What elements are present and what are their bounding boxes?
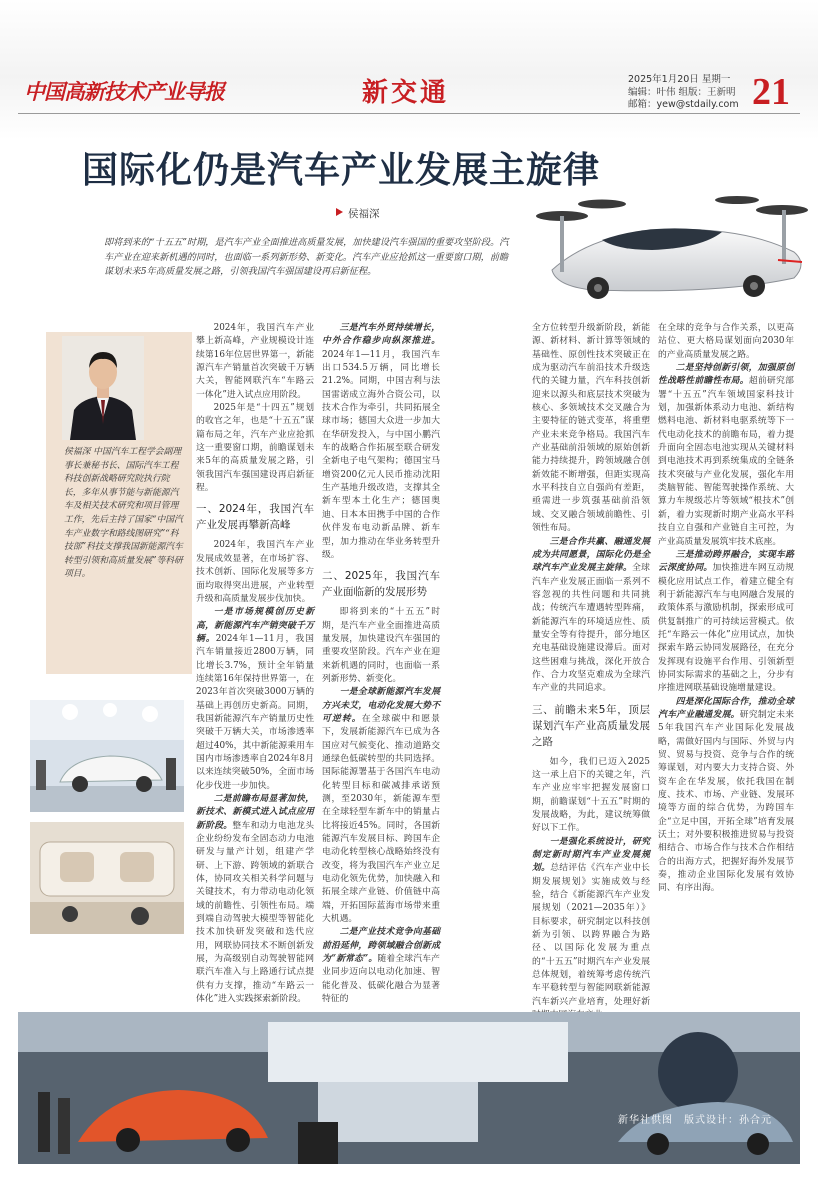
paragraph bbox=[196, 793, 314, 1007]
email-line: 邮箱：yew@stdaily.com bbox=[628, 99, 739, 110]
paragraph-lead-phrase: 一是强化系统设计，研究制定新时期汽车产业发展规划。 bbox=[532, 836, 650, 874]
concept-car-illustration bbox=[532, 182, 818, 312]
paragraph-text: 在全球碳中和愿景下，发展新能源汽车已成为各国应对气候变化、推动道路交通绿色低碳转型的共同选择。国际能源署基于各国汽车电动化转型目标和碳减排承诺预测，至2030年，新能源车型在全球轻型车新车中的销量占比将接近45%。同时，各国新能源汽车发展目标、跨国车企电动化转型核心战略始终没有改变，将为我国汽车产业立足电动化领先优势，加快融入和拓展全球产业链、价值链中高端，开拓国际蓝海市场带来重大机遇。 bbox=[322, 713, 440, 925]
section-title: 新交通 bbox=[362, 78, 450, 108]
body-column-3 bbox=[532, 322, 650, 1023]
paragraph-text: 加快推进车网互动规模化应用试点工作，着建立健全有利于新能源汽车与电网融合发展的政策体系与激励机制，探索形成可供复制推广的可持续运营模式。依托“车路云一体化”应用试点，加快探索车路云协同发展路径，在充分发挥现有设施平台作用、引领新型协同实际需求的基础之上，分步有序推进网联基础设施增量建设。 bbox=[658, 563, 794, 694]
paragraph bbox=[322, 686, 440, 926]
paragraph bbox=[532, 836, 650, 1023]
section-heading: 一、2024年，我国汽车产业发展再攀新高峰 bbox=[196, 503, 314, 532]
paragraph-lead-phrase: 一是市场规模创历史新高，新能源汽车产销突破千万辆。 bbox=[196, 607, 314, 644]
paragraph-text: 如今，我们已迈入2025这一承上启下的关键之年，汽车产业应牢牢把握发展窗口期，前瞻谋划“十五五”时期的发展战略，为此，建议统筹做好以下工作。 bbox=[532, 756, 650, 834]
paragraph-lead-phrase: 一是全球新能源汽车发展方兴未艾，电动化发展大势不可逆转。 bbox=[322, 687, 440, 724]
editor-line: 编辑：叶伟 组版：王新明 bbox=[628, 86, 736, 98]
body-column-2 bbox=[322, 322, 440, 1007]
paragraph-text: 超前研究部署“十五五”汽车领域国家科技计划，加强新体系动力电池、新结构燃料电池、新材料电驱系统等下一代电动化技术的前瞻布局，着力提升面向全固态电池实现从关键材料到电池技术再到系统集成的全链条技术突破与产业化发展，强化车用类脑智能、智能驾驶操作系统、大算力车规级芯片等领域“根技术”创新，着力实现新时期产业高水平科技自立自强和产业链自主可控，为产业高质量发展筑牢技术底座。 bbox=[658, 376, 794, 547]
paragraph-text: 2024年，我国汽车产业发展成效显著，在市场扩容、技术创新、国际化发展等多方面均取得突出进展，产业转型升级和高质量发展步伐加快。 bbox=[196, 540, 314, 604]
paragraph bbox=[658, 696, 794, 896]
body-column-4 bbox=[658, 322, 794, 896]
paragraph bbox=[196, 539, 314, 606]
auto-show-photo bbox=[30, 700, 184, 812]
paragraph-lead-phrase: 三是推动跨界融合，实现车路云深度协同。 bbox=[658, 549, 794, 574]
paragraph-lead-phrase: 四是深化国际合作，推动全球汽车产业融通发展。 bbox=[658, 696, 794, 720]
paragraph-lead-phrase: 三是汽车外贸持续增长，中外合作稳步向纵深推进。 bbox=[322, 323, 440, 347]
paragraph bbox=[658, 362, 794, 549]
author-bio: 侯福深 中国汽车工程学会副理事长兼秘书长、国际汽车工程科技创新战略研究院执行院长，多年从事节能与新能源汽车及相关技术研究和项目管理工作，先后主持了国家“中国汽车产业数字和路线图研究”“科技部”科技支撑我国新能源汽车转型引领和高质量发展”等科研项目。 bbox=[64, 447, 183, 580]
paragraph bbox=[196, 322, 314, 402]
paragraph bbox=[196, 402, 314, 495]
paragraph-text: 2024年，我国汽车产业攀上新高峰，产业规模设计连续第16年位居世界第一，新能源汽车产销量首次突破千万辆大关，智能网联汽车“车路云一体化”进入试点应用阶段。 bbox=[196, 323, 314, 400]
masthead-divider bbox=[18, 113, 800, 114]
author-portrait bbox=[62, 336, 144, 440]
masthead bbox=[0, 0, 818, 140]
paragraph bbox=[658, 322, 794, 362]
article-lead: 即将到来的“十五五”时期，是汽车产业全面推进高质量发展，加快建设汽车强国的重要攻坚阶段。汽车产业在迎来新机遇的同时，也面临一系列新形势、新变化。汽车产业应抢抓这一重要窗口期，前瞻谋划未来5年高质量发展之路，引领我国汽车强国建设再启新征程。 bbox=[104, 237, 509, 277]
paragraph-text: 2025年是“十四五”规划的收官之年，也是“十五五”谋篇布局之年，汽车产业应抢抓这一重要窗口期，前瞻谋划未来5年的高质量发展之路，引领我国汽车强国建设再启新征程。 bbox=[196, 403, 314, 494]
article-headline: 国际化仍是汽车产业发展主旋律 bbox=[82, 150, 601, 191]
paragraph-lead-phrase: 二是前瞻布局显著加快，新技术、新模式进入试点应用新阶段。 bbox=[196, 794, 314, 831]
paragraph-lead-phrase: 三是合作共赢、融通发展成为共同愿景，国际化仍是全球汽车产业发展主旋律。 bbox=[532, 536, 650, 574]
paragraph-text: 在全球的竞争与合作关系，以更高站位、更大格局谋划面向2030年的产业高质量发展之路。 bbox=[658, 323, 794, 360]
paragraph-text: 整车和动力电池龙头企业纷纷发布全固态动力电池研发与量产计划，组建产学研、上下游、跨领域的新联合体，协同攻关相关科学问题与关键技术，有力带动电动化领域的前瞻性、引领性布局。端到端自动驾驶大模型等智能化技术加快研发突破和迭代应用，网联协同技术不断创新发展，为高级别自动驾驶智能网联汽车准入与上路通行试点提供有力支撑，推动“车路云一体化”进入实践探索新阶段。 bbox=[196, 820, 314, 1005]
paper-name-logo: 中国高新技术产业导报 bbox=[24, 79, 224, 104]
paragraph bbox=[196, 606, 314, 793]
paragraph bbox=[322, 322, 440, 562]
paragraph bbox=[322, 926, 440, 1006]
paragraph-text: 2024年1—11月，我国汽车销量接近2800万辆，同比增长3.7%，预计全年销量连续第16年保持世界第一，在2023年首次突破3000万辆的基础上再创历史新高。同期，我国新能源汽车产销量历史性突破千万辆大关，市场渗透率超过40%，其中新能源乘用车国内市场渗透率自2024年8月以来连续突破50%，全面市场化步伐进一步加快。 bbox=[196, 633, 314, 791]
paragraph bbox=[532, 322, 650, 536]
paragraph-lead-phrase: 二是产业技术竞争向基础前沿延伸，跨领域融合创新成为“新常态”。 bbox=[322, 927, 440, 965]
paragraph bbox=[532, 756, 650, 836]
date-line: 2025年1月20日 星期一 bbox=[628, 74, 731, 85]
paragraph-text: 全方位转型升级新阶段，新能源、新材料、新计算等领域的基础性、原创性技术突破正在成为驱动汽车前沿技术升级迭代的关键力量，汽车科技创新迎来以源头和底层技术突破为核心、多领域技术交叉融合为主要特征的链式变革，将重塑产业未来竞争格局。我国汽车产业基础前沿领域的原始创新能力持续提升，跨领域融合创新效能不断增强，但距实现高水平科技自立自强尚有差距，亟需进一步筑强基础前沿领域、交叉融合领域前瞻性、引领性布局。 bbox=[532, 323, 650, 534]
car-interior-photo bbox=[30, 822, 184, 934]
paragraph-text: 随着全球汽车产业同步迈向以电动化加速、智能化普及、低碳化融合为显著特征的 bbox=[322, 954, 440, 1005]
paragraph bbox=[658, 549, 794, 696]
section-heading: 二、2025年，我国汽车产业面临新的发展形势 bbox=[322, 570, 440, 599]
section-heading: 三、前瞻未来5年，顶层谋划汽车产业高质量发展之路 bbox=[532, 703, 650, 748]
photo-caption: 新华社供图 版式设计：孙合元 bbox=[618, 1115, 772, 1126]
paragraph-lead-phrase: 二是坚持创新引领，加强原创性战略性前瞻性布局。 bbox=[658, 363, 794, 387]
paragraph-text: 全球汽车产业发展正面临一系列不容忽视的共性问题和共同挑战；传统汽车遭遇转型阵痛，新能源汽车的环境适应性、质量安全等有待提升，部分地区充电基础设施建设滞后。面对这些困难与挑战，深化开放合作、合力攻坚克难成为全球汽车产业的共同追求。 bbox=[532, 563, 650, 694]
paragraph bbox=[322, 606, 440, 686]
paragraph-text: 即将到来的“十五五”时期，是汽车产业全面推进高质量发展，加快建设汽车强国的重要攻坚阶段。汽车产业在迎来新机遇的同时，也面临一系列新形势、新变化。 bbox=[322, 607, 440, 684]
paragraph-text: 2024年1—11月，我国汽车出口534.5万辆，同比增长21.2%。同期，中国吉利与法国雷诺成立海外合资公司，以技术合作为牵引，共同拓展全球市场；德国大众进一步加大在华研发投入，与中国小鹏汽车的战略合作拓展至联合研发全新电子电气架构；德国宝马增资200亿元人民币推动沈阳生产基地升级改造，支撑其全新车型本土化生产；德国奥迪、日本本田携手中国的合作伙伴发布电动新品牌、新车型，加力推动在华业务转型升级。 bbox=[322, 349, 440, 560]
byline-triangle-icon bbox=[336, 208, 343, 216]
article-byline: 侯福深 bbox=[348, 208, 380, 220]
paragraph bbox=[532, 536, 650, 696]
page-number: 21 bbox=[752, 71, 790, 113]
issue-info bbox=[628, 74, 739, 112]
paragraph-text: 总结评估《汽车产业中长期发展规划》实施成效与经验，结合《新能源汽车产业发展规划（2021—2035年）》目标要求，研究制定以科技创新为引领、以跨界融合为路径、以国际化发展为重点的“十五五”时期汽车产业发展总体规划，着统筹考虑传统汽车平稳转型与智能网联新能源汽车新兴产业培育，处理好新 bbox=[532, 863, 650, 1007]
body-column-1 bbox=[196, 322, 314, 1007]
paragraph-text: 研究制定未来5年我国汽车产业国际化发展战略，需做好国内与国际、外贸与内贸、贸易与投资、竞争与合作的统筹谋划，对内要大力支持合资、外资车企在华发展，依托我国在制度、技术、市场、产业链、发展环境等方面的综合优势，为跨国车企“立足中国，开拓全球”培育发展沃土；对外要积极推进贸易与投资相结合、市场合作与技术合作相结合的出海方式，把握好海外发展节奏，推动企业国际化发展有效协同、有序出海。 bbox=[658, 709, 794, 894]
exhibition-photo bbox=[18, 1012, 800, 1164]
